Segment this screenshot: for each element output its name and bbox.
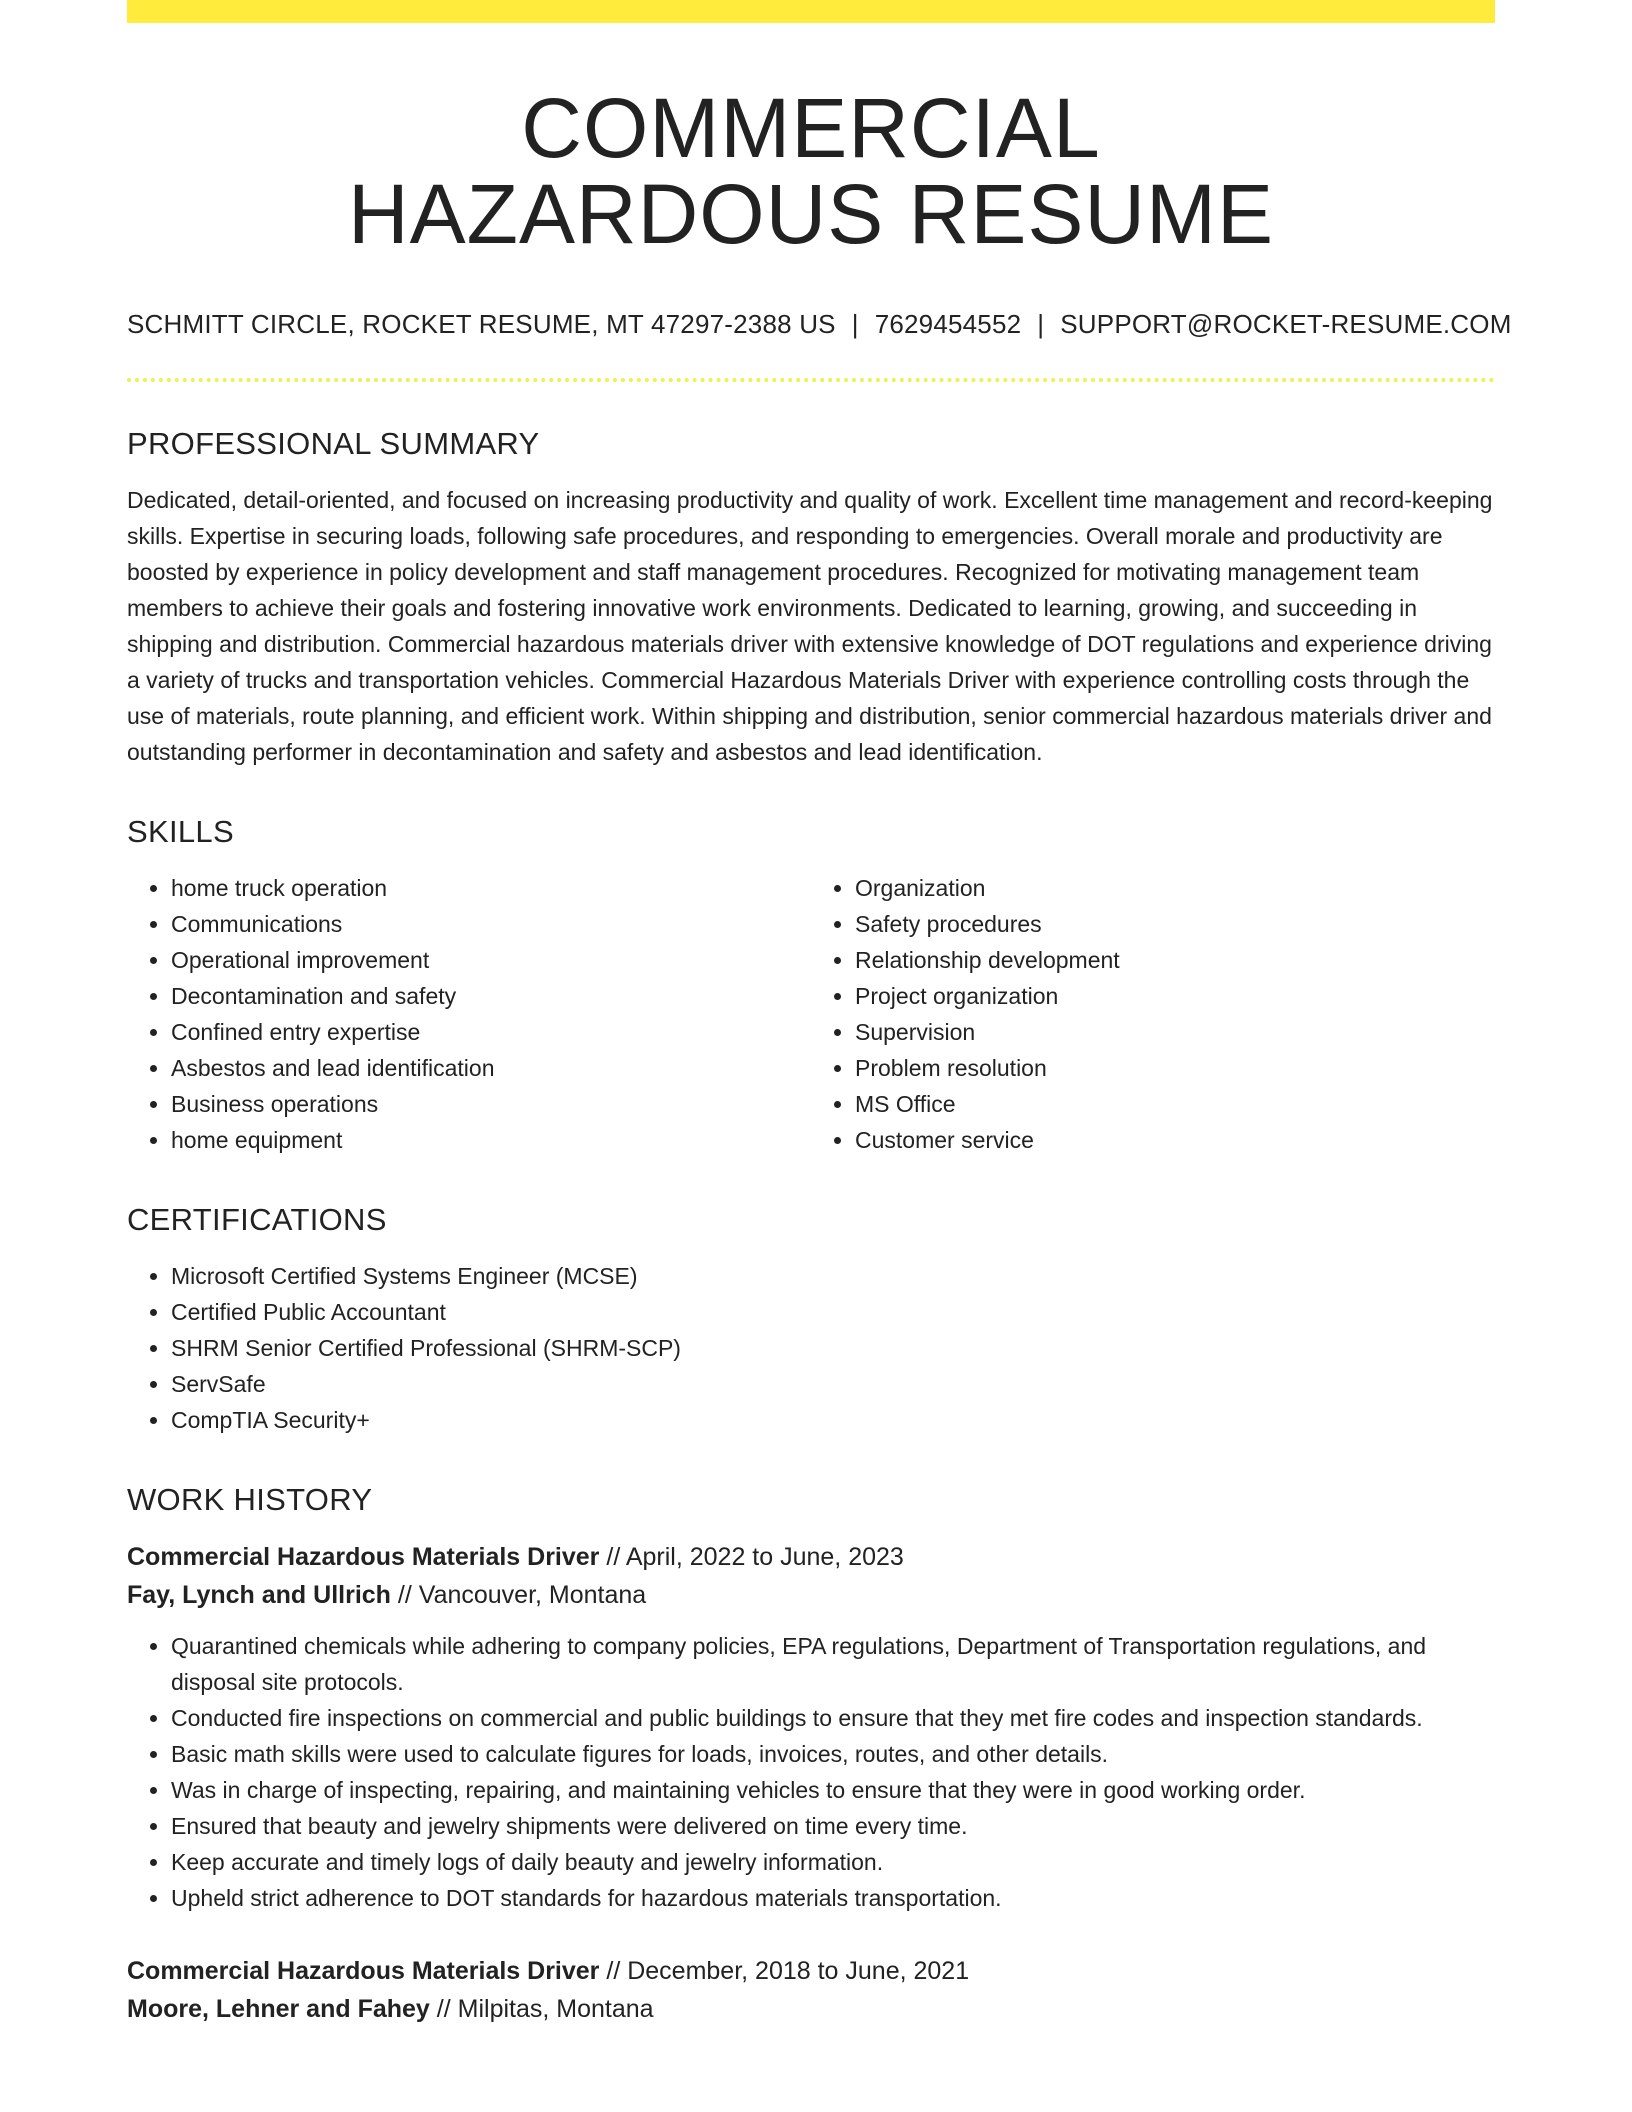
certifications-heading: CERTIFICATIONS	[127, 1202, 387, 1237]
certifications-section	[127, 1202, 1495, 1438]
job-duty-item: • Upheld strict adherence to DOT standards for hazardous materials transportation.	[171, 1880, 1495, 1916]
work-history-section	[127, 1482, 1495, 2028]
skills-list-left	[127, 870, 811, 1158]
job-spacer	[127, 1916, 1495, 1952]
title-line-1: COMMERCIAL	[521, 81, 1101, 175]
job-duty-item: • Basic math skills were used to calculate figures for loads, invoices, routes, and other details.	[171, 1736, 1495, 1772]
summary-heading: PROFESSIONAL SUMMARY	[127, 426, 540, 461]
job-duty-item: • Conducted fire inspections on commercial and public buildings to ensure that they met fire codes and inspection standards.	[171, 1700, 1495, 1736]
skill-item: • Decontamination and safety	[171, 978, 811, 1014]
skills-list-right	[811, 870, 1495, 1158]
job-title: Commercial Hazardous Materials Driver	[127, 1543, 600, 1571]
skill-item: • Business operations	[171, 1086, 811, 1122]
job-company-line	[127, 1990, 1495, 2028]
skill-item: • Safety procedures	[855, 906, 1495, 942]
skill-item: • Customer service	[855, 1122, 1495, 1158]
resume-page	[127, 0, 1512, 2028]
job-location: // Vancouver, Montana	[397, 1581, 647, 1609]
skill-item: • Problem resolution	[855, 1050, 1495, 1086]
job-company: Fay, Lynch and Ullrich	[127, 1581, 391, 1609]
job-entry	[127, 1952, 1495, 2028]
skill-item: • Supervision	[855, 1014, 1495, 1050]
job-duty-item: • Ensured that beauty and jewelry shipments were delivered on time every time.	[171, 1808, 1495, 1844]
job-company: Moore, Lehner and Fahey	[127, 1995, 430, 2023]
job-duties-list	[127, 1628, 1495, 1916]
resume-title	[127, 81, 1495, 261]
dotted-divider	[127, 378, 1495, 382]
skill-item: • Relationship development	[855, 942, 1495, 978]
certification-item: • CompTIA Security+	[171, 1402, 1495, 1438]
certification-item: • Microsoft Certified Systems Engineer (MCSE)	[171, 1258, 1495, 1294]
certification-item: • Certified Public Accountant	[171, 1294, 1495, 1330]
job-title-line	[127, 1538, 1495, 1576]
summary-section	[127, 426, 1495, 770]
skill-item: • Asbestos and lead identification	[171, 1050, 811, 1086]
summary-text: Dedicated, detail-oriented, and focused on increasing productivity and quality of work. Excellent time management and record-keeping skills. Expertise in securing loads, following safe procedures, and responding to emergencies. Overall morale and productivity are boosted by experience in policy development and staff management procedures. Recognized for motivating management team members to achieve their goals and fostering innovative work environments. Dedicated to learning, growing, and succeeding in shipping and distribution. Commercial hazardous materials driver with extensive knowledge of DOT regulations and experience driving a variety of trucks and transportation vehicles. Commercial Hazardous Materials Driver with experience controlling costs through the use of materials, route planning, and efficient work. Within shipping and distribution, senior commercial hazardous materials driver and outstanding performer in decontamination and safety and asbestos and lead identification.	[127, 487, 1493, 765]
contact-separator: |	[1037, 309, 1045, 339]
certifications-list	[127, 1258, 1495, 1438]
job-title: Commercial Hazardous Materials Driver	[127, 1957, 600, 1985]
job-dates: // April, 2022 to June, 2023	[606, 1543, 904, 1571]
skill-item: • Operational improvement	[171, 942, 811, 978]
skill-item: • Communications	[171, 906, 811, 942]
job-title-line	[127, 1952, 1495, 1990]
certification-item: • SHRM Senior Certified Professional (SHRM-SCP)	[171, 1330, 1495, 1366]
skill-item: • home truck operation	[171, 870, 811, 906]
job-duty-item: • Quarantined chemicals while adhering to company policies, EPA regulations, Department of Transportation regulations, and disposal site protocols.	[171, 1628, 1495, 1700]
skill-item: • MS Office	[855, 1086, 1495, 1122]
top-accent-bar	[127, 0, 1495, 23]
skill-item: • Project organization	[855, 978, 1495, 1014]
contact-separator: |	[851, 309, 859, 339]
skills-grid	[127, 870, 1495, 1158]
title-line-2: HAZARDOUS RESUME	[347, 167, 1275, 261]
contact-line	[127, 309, 1512, 340]
work-history-heading: WORK HISTORY	[127, 1482, 373, 1517]
contact-phone: 7629454552	[874, 309, 1022, 339]
job-dates: // December, 2018 to June, 2021	[606, 1957, 970, 1985]
job-duty-item: • Was in charge of inspecting, repairing, and maintaining vehicles to ensure that they were in good working order.	[171, 1772, 1495, 1808]
skills-section	[127, 814, 1495, 1158]
certification-item: • ServSafe	[171, 1366, 1495, 1402]
skills-heading: SKILLS	[127, 814, 234, 849]
contact-address: SCHMITT CIRCLE, ROCKET RESUME, MT 47297-2388 US	[127, 309, 836, 339]
job-entry	[127, 1538, 1495, 1916]
skill-item: • Confined entry expertise	[171, 1014, 811, 1050]
job-company-line	[127, 1576, 1495, 1614]
job-duty-item: • Keep accurate and timely logs of daily beauty and jewelry information.	[171, 1844, 1495, 1880]
job-location: // Milpitas, Montana	[436, 1995, 654, 2023]
skill-item: • Organization	[855, 870, 1495, 906]
skill-item: • home equipment	[171, 1122, 811, 1158]
contact-email: SUPPORT@ROCKET-RESUME.COM	[1060, 309, 1512, 339]
